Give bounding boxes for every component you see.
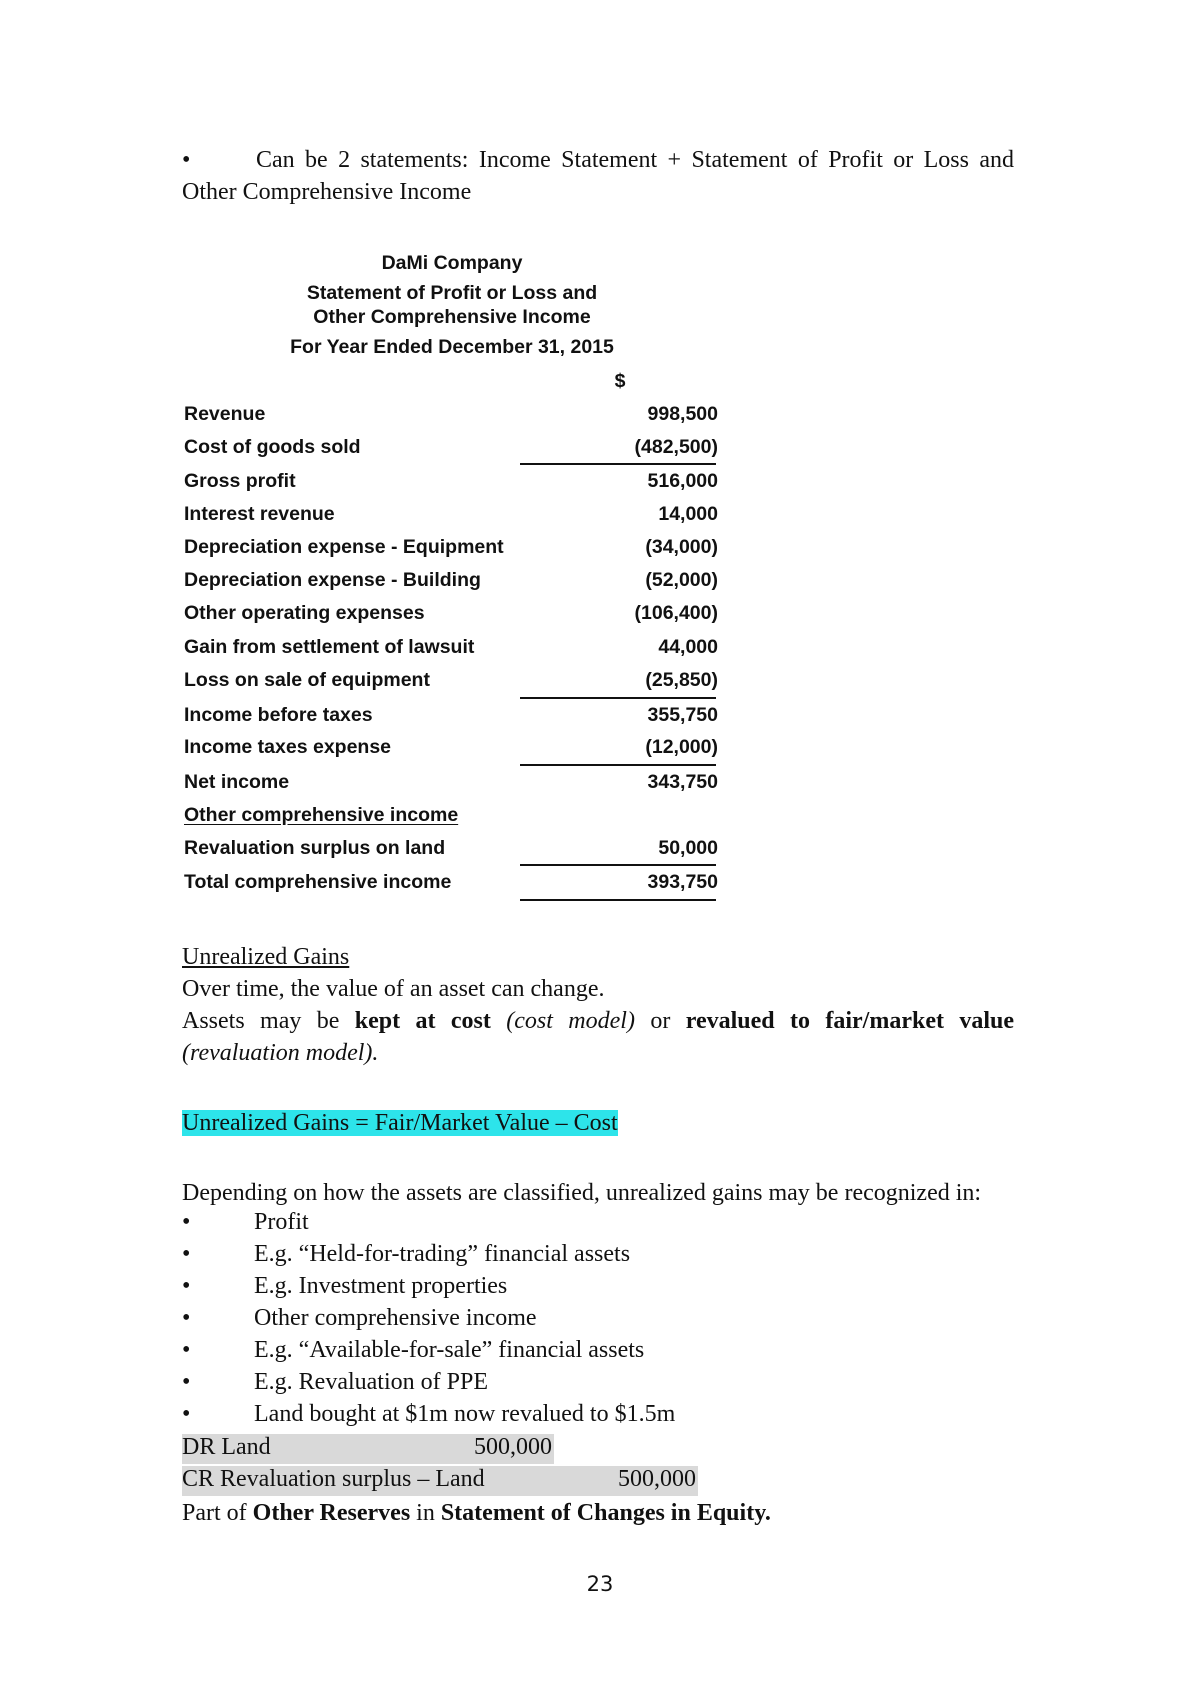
subtotal-rule xyxy=(520,463,716,465)
text-soce: Statement of Changes in Equity. xyxy=(440,1500,771,1526)
statement-row-cogs xyxy=(182,432,722,465)
depending-line: Depending on how the assets are classified, unrealized gains may be recognized in: xyxy=(182,1180,982,1206)
journal-cr-line xyxy=(182,1466,698,1496)
intro-bullet-paragraph xyxy=(182,144,1014,208)
row-value: (34,000) xyxy=(645,536,718,558)
row-value: 50,000 xyxy=(658,837,718,859)
bullet-marker: • xyxy=(182,147,191,173)
row-label: Revaluation surplus on land xyxy=(184,837,446,859)
bullet-marker: • xyxy=(182,1305,191,1331)
journal-dr-label: DR Land xyxy=(182,1434,271,1460)
journal-cr-label: CR Revaluation surplus – Land xyxy=(182,1466,485,1492)
statement-row-loss-sale xyxy=(182,665,722,698)
unrealized-models-paragraph xyxy=(182,1005,1014,1069)
intro-text: Can be 2 statements: Income Statement + Statement of Profit or Loss and Other Comprehensive Income xyxy=(182,147,1014,205)
row-label: Depreciation expense - Equipment xyxy=(184,536,504,558)
row-label: Other comprehensive income xyxy=(184,804,459,826)
list-item-text: E.g. “Available-for-sale” financial assets xyxy=(254,1337,645,1363)
list-item-text: Land bought at $1m now revalued to $1.5m xyxy=(254,1401,676,1427)
row-label: Gain from settlement of lawsuit xyxy=(184,636,475,658)
text-in: in xyxy=(416,1500,435,1526)
row-value: 14,000 xyxy=(658,503,718,525)
bullet-marker: • xyxy=(182,1401,191,1427)
text-or: or xyxy=(650,1008,671,1034)
unrealized-line1: Over time, the value of an asset can change. xyxy=(182,976,605,1002)
text-assets-may-be: Assets may be xyxy=(182,1008,340,1034)
text-revaluation-model: (revaluation model). xyxy=(182,1040,379,1066)
text-kept-at-cost: kept at cost xyxy=(354,1008,491,1034)
statement-company: DaMi Company xyxy=(381,252,523,274)
statement-row-revenue xyxy=(182,399,722,432)
list-item-text: E.g. Investment properties xyxy=(254,1273,508,1299)
statement-row-oci-heading xyxy=(182,800,722,833)
list-item-text: E.g. “Held-for-trading” financial assets xyxy=(254,1241,631,1267)
list-item-text: Profit xyxy=(254,1209,309,1235)
bullet-marker: • xyxy=(182,1273,191,1299)
row-label: Interest revenue xyxy=(184,503,335,525)
row-value: (12,000) xyxy=(645,736,718,758)
statement-row-other-opex xyxy=(182,598,722,631)
text-other-reserves: Other Reserves xyxy=(252,1500,411,1526)
statement-period: For Year Ended December 31, 2015 xyxy=(290,336,614,358)
row-label: Other operating expenses xyxy=(184,602,425,624)
formula-line xyxy=(182,1107,1014,1139)
closing-line xyxy=(182,1497,1014,1529)
row-label: Income taxes expense xyxy=(184,736,392,758)
journal-dr-line xyxy=(182,1434,554,1464)
row-value: 343,750 xyxy=(647,771,718,793)
row-label: Gross profit xyxy=(184,470,296,492)
list-item-text: E.g. Revaluation of PPE xyxy=(254,1369,488,1395)
subtotal-rule xyxy=(520,697,716,699)
row-label: Income before taxes xyxy=(184,704,373,726)
text-part-of: Part of xyxy=(182,1500,247,1526)
statement-row-lawsuit-gain xyxy=(182,632,722,665)
statement-row-net-income xyxy=(182,767,722,800)
text-cost-model: (cost model) xyxy=(506,1008,635,1034)
row-label: Loss on sale of equipment xyxy=(184,669,430,691)
row-label: Cost of goods sold xyxy=(184,436,361,458)
statement-row-total-ci xyxy=(182,867,722,900)
statement-row-dep-building xyxy=(182,565,722,598)
statement-row-gross-profit xyxy=(182,466,722,499)
bullet-marker: • xyxy=(182,1337,191,1363)
row-value: 393,750 xyxy=(647,871,718,893)
subtotal-rule xyxy=(520,864,716,866)
statement-title-line2: Other Comprehensive Income xyxy=(313,306,591,328)
statement-row-dep-equipment xyxy=(182,532,722,565)
subtotal-rule xyxy=(520,764,716,766)
statement-title-line1: Statement of Profit or Loss and xyxy=(306,282,598,304)
row-label: Net income xyxy=(184,771,290,793)
statement-row-income-taxes xyxy=(182,732,722,765)
row-label: Revenue xyxy=(184,403,266,425)
row-value: 516,000 xyxy=(647,470,718,492)
row-value: (52,000) xyxy=(645,569,718,591)
bullet-marker: • xyxy=(182,1209,191,1235)
journal-cr-amount: 500,000 xyxy=(618,1466,696,1492)
journal-dr-amount: 500,000 xyxy=(474,1434,552,1460)
row-value: 44,000 xyxy=(658,636,718,658)
list-item-text: Other comprehensive income xyxy=(254,1305,537,1331)
row-value: (25,850) xyxy=(645,669,718,691)
page-number: 23 xyxy=(586,1572,614,1596)
row-value: (482,500) xyxy=(634,436,718,458)
statement-currency: $ xyxy=(614,370,626,392)
bullet-marker: • xyxy=(182,1369,191,1395)
text-revalued: revalued to fair/market value xyxy=(685,1008,1015,1034)
bullet-marker: • xyxy=(182,1241,191,1267)
row-value: 998,500 xyxy=(647,403,718,425)
row-label: Depreciation expense - Building xyxy=(184,569,481,591)
row-value: 355,750 xyxy=(647,704,718,726)
statement-row-interest-revenue xyxy=(182,499,722,532)
formula-highlight: Unrealized Gains = Fair/Market Value – Cost xyxy=(182,1110,618,1136)
statement-row-income-before-taxes xyxy=(182,700,722,733)
row-value: (106,400) xyxy=(634,602,718,624)
statement-row-revaluation-surplus xyxy=(182,833,722,866)
row-label: Total comprehensive income xyxy=(184,871,452,893)
unrealized-gains-heading: Unrealized Gains xyxy=(182,944,350,970)
total-rule xyxy=(520,899,716,901)
